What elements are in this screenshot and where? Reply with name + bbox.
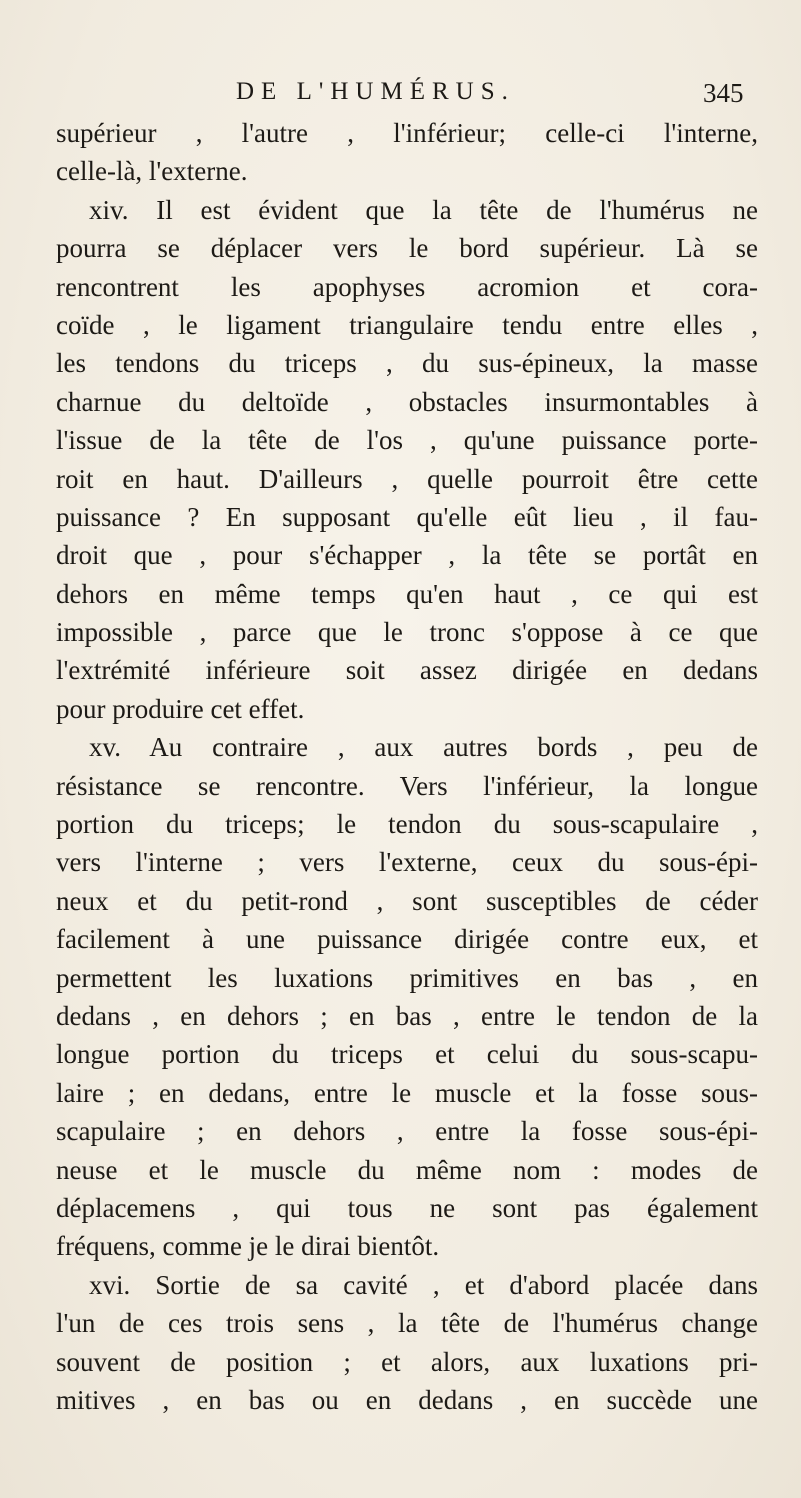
text-line: permettent les luxations primitives en bas , en [56, 962, 758, 993]
text-line: roit en haut. D'ailleurs , quelle pourroit être cette [56, 463, 758, 494]
text-line: fréquens, comme je le dirai bientôt. [56, 1231, 440, 1262]
text-line: scapulaire ; en dehors , entre la fosse sous-épi- [56, 1116, 758, 1147]
text-line: longue portion du triceps et celui du sous-scapu- [56, 1039, 758, 1070]
running-title: DE L'HUMÉRUS. [236, 78, 515, 105]
text-line: puissance ? En supposant qu'elle eût lieu , il fau- [56, 501, 758, 532]
text-line: laire ; en dedans, entre le muscle et la fosse sous- [56, 1077, 758, 1108]
text-line: résistance se rencontre. Vers l'inférieur, la longue [56, 770, 758, 801]
text-line: l'un de ces trois sens , la tête de l'humérus change [56, 1308, 758, 1339]
text-line: coïde , le ligament triangulaire tendu entre elles , [56, 309, 758, 340]
paragraph-xv-start: xv. Au contraire , aux autres bords , peu de [89, 732, 758, 763]
text-line: l'extrémité inférieure soit assez dirigée en dedans [56, 655, 758, 686]
text-line: neux et du petit-rond , sont susceptibles de céder [56, 885, 758, 916]
page-number: 345 [703, 78, 744, 108]
text-line: neuse et le muscle du même nom : modes de [56, 1154, 758, 1185]
text-line: pourra se déplacer vers le bord supérieur. Là se [56, 233, 758, 264]
text-line: pour produire cet effet. [56, 693, 305, 724]
text-line: mitives , en bas ou en dedans , en succède une [56, 1384, 758, 1415]
text-line: supérieur , l'autre , l'inférieur; celle-ci l'interne, [56, 118, 758, 148]
text-line: charnue du deltoïde , obstacles insurmontables à [56, 386, 758, 417]
paragraph-xiv-start: xiv. Il est évident que la tête de l'humérus ne [89, 194, 758, 225]
text-line: impossible , parce que le tronc s'oppose à ce que [56, 617, 758, 648]
text-line: dedans , en dehors ; en bas , entre le tendon de la [56, 1000, 758, 1031]
text-line: vers l'interne ; vers l'externe, ceux du sous-épi- [56, 847, 758, 878]
text-line: les tendons du triceps , du sus-épineux, la masse [56, 348, 758, 379]
text-line: souvent de position ; et alors, aux luxations pri- [56, 1346, 758, 1377]
text-line: rencontrent les apophyses acromion et cora- [56, 271, 758, 302]
text-line: déplacemens , qui tous ne sont pas également [56, 1192, 758, 1223]
text-line: l'issue de la tête de l'os , qu'une puissance porte- [56, 425, 758, 456]
text-line: facilement à une puissance dirigée contre eux, et [56, 924, 758, 955]
text-line: droit que , pour s'échapper , la tête se portât en [56, 540, 758, 571]
text-line: celle-là, l'externe. [56, 156, 248, 187]
text-line: dehors en même temps qu'en haut , ce qui est [56, 578, 758, 609]
paragraph-xvi-start: xvi. Sortie de sa cavité , et d'abord placée dans [89, 1269, 758, 1300]
page-header [0, 78, 801, 118]
body-text [56, 114, 758, 1419]
text-line: portion du triceps; le tendon du sous-scapulaire , [56, 809, 758, 840]
